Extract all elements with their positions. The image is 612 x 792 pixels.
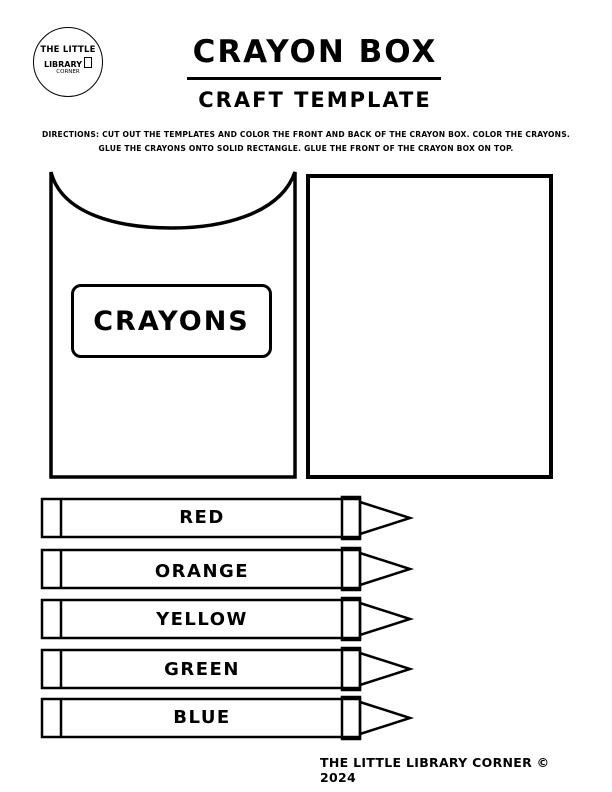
logo-line-2-text: LIBRARY <box>43 60 83 69</box>
page-subtitle: CRAFT TEMPLATE <box>198 88 432 112</box>
crayon-label-red: RED <box>179 507 225 528</box>
crayon-label-blue: BLUE <box>173 707 231 728</box>
box-front-label-text: CRAYONS <box>93 305 250 337</box>
crayon-label-orange: ORANGE <box>154 561 250 582</box>
page-title: CRAYON BOX <box>192 34 438 70</box>
logo-line-3: CORNER <box>56 69 80 75</box>
crayon-label-yellow: YELLOW <box>156 609 248 630</box>
logo-line-1: THE LITTLE <box>40 45 96 55</box>
footer-copyright: THE LITTLE LIBRARY CORNER © 2024 <box>320 755 550 785</box>
crayon-label-green: GREEN <box>164 659 240 680</box>
directions-text: DIRECTIONS: CUT OUT THE TEMPLATES AND COLOR THE FRONT AND BACK OF THE CRAYON BOX. COLOR THE CRAYONS. GLUE THE CRAYONS ONTO SOLID RECTANGLE. GLUE THE FRONT OF THE CRAYON BOX ON TOP. <box>41 130 570 153</box>
